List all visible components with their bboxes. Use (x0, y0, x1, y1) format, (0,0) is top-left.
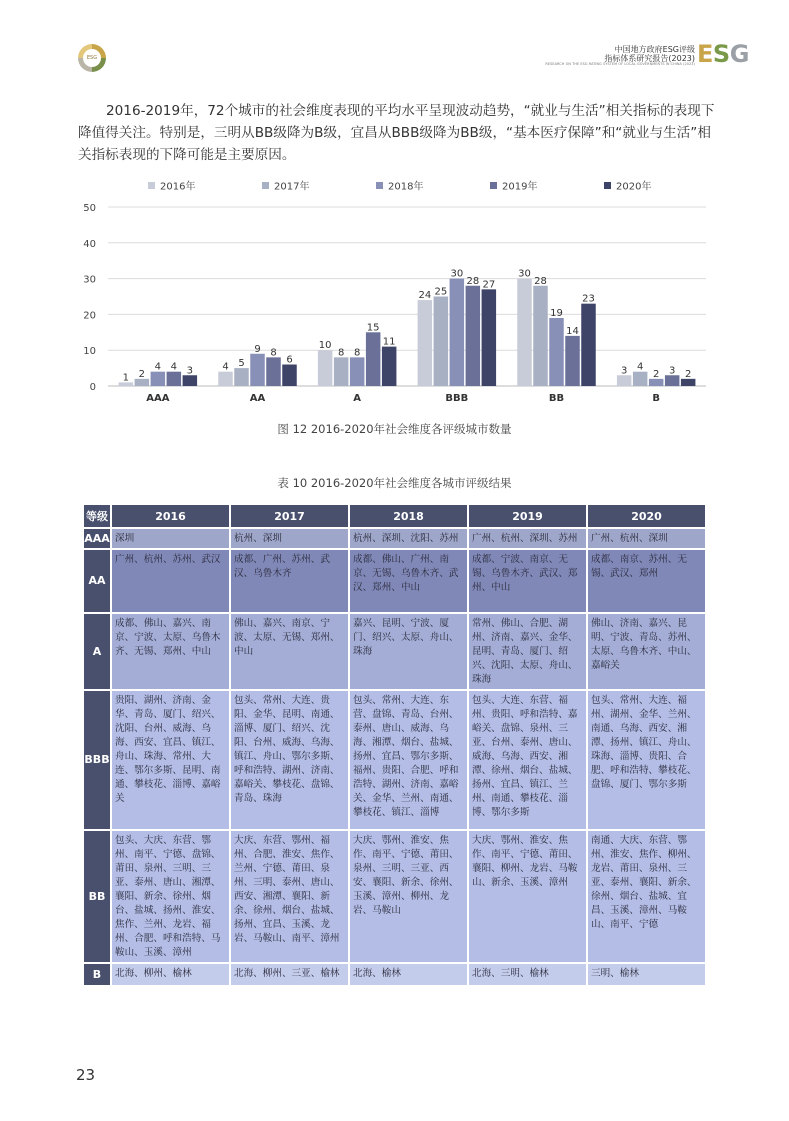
bar (565, 336, 580, 386)
table-cell: 成都、宁波、南京、无锡、乌鲁木齐、武汉、郑州、中山 (469, 550, 586, 612)
legend-swatch (262, 182, 269, 189)
table-cell: 北海、柳州、三亚、榆林 (231, 964, 348, 985)
data-label: 15 (366, 322, 380, 334)
table-cell: 常州、佛山、合肥、湖州、济南、嘉兴、金华、昆明、青岛、厦门、绍兴、沈阳、太原、舟山、珠海 (469, 614, 586, 689)
bar (318, 350, 333, 386)
bar (450, 279, 465, 386)
page-number: 23 (76, 1066, 96, 1084)
table-cell: 大庆、鄂州、淮安、焦作、南平、宁德、莆田、襄阳、柳州、龙岩、马鞍山、新余、玉溪、漳州 (469, 831, 586, 962)
data-label: 4 (636, 361, 644, 373)
table-cell: 成都、广州、苏州、武汉、乌鲁木齐 (231, 550, 348, 612)
table-row (84, 614, 705, 689)
y-tick-label: 30 (83, 274, 96, 286)
table-row (84, 529, 705, 548)
header-2016: 2016 (112, 505, 229, 527)
table-cell: 广州、杭州、深圳、苏州 (469, 529, 586, 548)
y-tick-label: 40 (83, 238, 96, 250)
table-row (84, 964, 705, 985)
bar (234, 368, 249, 386)
table-cell: 成都、佛山、嘉兴、南京、宁波、太原、乌鲁木齐、无锡、郑州、中山 (112, 614, 229, 689)
bar (649, 379, 664, 386)
rating-results-table (82, 503, 707, 987)
x-category-label: B (652, 393, 660, 404)
table-header-row (84, 505, 705, 527)
x-category-label: AAA (146, 393, 170, 404)
data-label: 30 (518, 268, 531, 280)
header-grade: 等级 (84, 505, 110, 527)
legend-swatch (490, 182, 497, 189)
table-cell: 南通、大庆、东营、鄂州、淮安、焦作、柳州、龙岩、莆田、泉州、三亚、泰州、襄阳、新余、徐州、烟台、盐城、宜昌、玉溪、漳州、马鞍山、南平、宁德 (588, 831, 705, 962)
data-label: 4 (222, 361, 229, 373)
data-label: 2 (652, 368, 660, 380)
legend-swatch (376, 182, 383, 189)
data-label: 28 (466, 275, 480, 287)
data-label: 14 (566, 325, 579, 337)
logo-text: ESG (83, 49, 101, 67)
data-label: 3 (620, 365, 628, 377)
x-category-label: AA (249, 393, 266, 404)
data-label: 4 (170, 361, 178, 373)
x-category-label: A (353, 393, 362, 404)
x-category-label: BBB (445, 393, 469, 404)
table-cell: 包头、大庆、东营、鄂州、南平、宁德、盘锦、莆田、泉州、三明、三亚、泰州、唐山、湘潭、襄阳、新余、徐州、烟台、盐城、扬州、淮安、焦作、兰州、龙岩、福州、合肥、呼和浩特、马鞍山、玉溪、漳州 (112, 831, 229, 962)
table-row (84, 831, 705, 962)
table-cell: 包头、常州、大连、东营、盘锦、青岛、台州、泰州、唐山、威海、乌海、湘潭、烟台、盐城、扬州、宜昌、鄂尔多斯、福州、贵阳、合肥、呼和浩特、湖州、济南、嘉峪关、金华、兰州、南通、攀枝花、镇江、淄博 (350, 691, 467, 829)
bar (581, 304, 596, 386)
data-label: 5 (238, 358, 245, 370)
header-2017: 2017 (231, 505, 348, 527)
data-label: 28 (534, 275, 547, 287)
data-label: 2 (138, 368, 146, 380)
y-tick-label: 50 (83, 203, 96, 214)
bar (218, 372, 233, 386)
header-english-title: RESEARCH ON THE ESG RATING SYSTEM OF LOCAL GOVERNMENTS IN CHINA (2023) (545, 62, 695, 67)
data-label: 27 (482, 279, 496, 291)
bar (617, 375, 632, 386)
data-label: 2 (684, 368, 692, 380)
bar (665, 375, 680, 386)
bar (549, 318, 564, 386)
grade-label: AA (84, 550, 110, 612)
body-paragraph: 2016-2019年，72个城市的社会维度表现的平均水平呈现波动趋势，“就业与生活”相关指标的表现下降值得关注。特别是，三明从BB级降为B级，宜昌从BBB级降为BB级，“基本医疗保障”和“就业与生活”相关指标表现的下降可能是主要原因。 (78, 103, 715, 163)
bar (517, 279, 532, 386)
data-label: 10 (318, 340, 332, 352)
data-label: 9 (254, 343, 261, 355)
table-cell: 包头、大连、东营、福州、贵阳、呼和浩特、嘉峪关、盘锦、泉州、三亚、台州、泰州、唐山、威海、乌海、西安、湘潭、徐州、烟台、盐城、扬州、宜昌、镇江、兰州、南通、攀枝花、淄博、鄂尔多斯 (469, 691, 586, 829)
table-cell: 佛山、嘉兴、南京、宁波、太原、无锡、郑州、中山 (231, 614, 348, 689)
legend-swatch (148, 182, 155, 189)
bar (250, 354, 265, 386)
data-label: 8 (337, 347, 345, 359)
esg-wordmark: ESG (697, 40, 749, 68)
legend-label: 2017年 (274, 181, 310, 193)
data-label: 6 (286, 354, 293, 366)
bar (282, 365, 297, 386)
grade-label: B (84, 964, 110, 985)
grade-label: BB (84, 831, 110, 962)
legend-label: 2019年 (502, 181, 538, 193)
table-cell: 佛山、济南、嘉兴、昆明、宁波、青岛、苏州、太原、乌鲁木齐、中山、嘉峪关 (588, 614, 705, 689)
header-2018: 2018 (350, 505, 467, 527)
x-category-label: BB (548, 393, 565, 404)
data-label: 8 (270, 347, 277, 359)
table-cell: 北海、柳州、榆林 (112, 964, 229, 985)
bar (418, 300, 433, 386)
table-cell: 成都、佛山、广州、南京、无锡、乌鲁木齐、武汉、郑州、中山 (350, 550, 467, 612)
data-label: 3 (186, 365, 194, 377)
data-label: 19 (550, 307, 563, 319)
data-label: 24 (418, 290, 432, 302)
legend-label: 2018年 (388, 181, 424, 193)
table-cell: 杭州、深圳 (231, 529, 348, 548)
bar (366, 332, 381, 386)
bar (266, 357, 281, 386)
bar (183, 375, 198, 386)
table-cell: 杭州、深圳、沈阳、苏州 (350, 529, 467, 548)
table-cell: 嘉兴、昆明、宁波、厦门、绍兴、太原、舟山、珠海 (350, 614, 467, 689)
header-2019: 2019 (469, 505, 586, 527)
table-cell: 贵阳、湖州、济南、金华、青岛、厦门、绍兴、沈阳、台州、威海、乌海、西安、宜昌、镇江、舟山、珠海、常州、大连、鄂尔多斯、昆明、南通、攀枝花、淄博、嘉峪关 (112, 691, 229, 829)
bar (135, 379, 150, 386)
data-label: 4 (154, 361, 162, 373)
table-cell: 大庆、东营、鄂州、福州、合肥、淮安、焦作、兰州、宁德、莆田、泉州、三明、泰州、唐山、西安、湘潭、襄阳、新余、徐州、烟台、盐城、扬州、宜昌、玉溪、龙岩、马鞍山、南平、漳州 (231, 831, 348, 962)
grade-label: A (84, 614, 110, 689)
rating-count-bar-chart (0, 170, 789, 430)
table-cell: 大庆、鄂州、淮安、焦作、南平、宁德、莆田、泉州、三明、三亚、西安、襄阳、新余、徐州、玉溪、漳州、柳州、龙岩、马鞍山 (350, 831, 467, 962)
legend-label: 2016年 (160, 181, 196, 193)
bar (633, 372, 648, 386)
y-tick-label: 10 (83, 346, 96, 358)
table-cell: 广州、杭州、苏州、武汉 (112, 550, 229, 612)
table-cell: 三明、榆林 (588, 964, 705, 985)
bar (350, 357, 365, 386)
bar (382, 347, 397, 386)
data-label: 1 (122, 372, 130, 384)
data-label: 8 (353, 347, 361, 359)
header-title-line2: 指标体系研究报告(2023) (604, 54, 695, 64)
data-label: 30 (450, 268, 464, 280)
bar (466, 286, 481, 386)
data-label: 11 (382, 336, 396, 348)
y-tick-label: 0 (89, 382, 96, 393)
grade-label: AAA (84, 529, 110, 548)
table-row (84, 691, 705, 829)
header-2020: 2020 (588, 505, 705, 527)
header-title-line1: 中国地方政府ESG评级 (614, 45, 695, 54)
data-label: 23 (582, 293, 595, 305)
grade-label: BBB (84, 691, 110, 829)
bar (681, 379, 696, 386)
bar (533, 286, 548, 386)
table-cell: 深圳 (112, 529, 229, 548)
bar (482, 289, 497, 386)
table-cell: 成都、南京、苏州、无锡、武汉、郑州 (588, 550, 705, 612)
chart-caption: 图 12 2016-2020年社会维度各评级城市数量 (277, 422, 512, 436)
bar (434, 297, 449, 387)
table-row (84, 550, 705, 612)
table-cell: 北海、榆林 (350, 964, 467, 985)
data-label: 3 (668, 365, 676, 377)
report-header (545, 45, 695, 67)
bar (334, 357, 349, 386)
table-cell: 广州、杭州、深圳 (588, 529, 705, 548)
bar (151, 372, 166, 386)
data-label: 25 (434, 286, 448, 298)
bar (167, 372, 182, 386)
table-caption: 表 10 2016-2020年社会维度各城市评级结果 (277, 476, 512, 490)
table-cell: 包头、常州、大连、福州、湖州、金华、兰州、南通、乌海、西安、湘潭、扬州、镇江、舟山、珠海、淄博、贵阳、合肥、呼和浩特、攀枝花、盘锦、厦门、鄂尔多斯 (588, 691, 705, 829)
report-logo (78, 44, 106, 72)
legend-swatch (604, 182, 611, 189)
y-tick-label: 20 (83, 310, 96, 322)
table-cell: 包头、常州、大连、贵阳、金华、昆明、南通、淄博、厦门、绍兴、沈阳、台州、威海、乌海、镇江、舟山、鄂尔多斯、呼和浩特、湖州、济南、嘉峪关、攀枝花、盘锦、青岛、珠海 (231, 691, 348, 829)
table-cell: 北海、三明、榆林 (469, 964, 586, 985)
legend-label: 2020年 (616, 181, 652, 193)
